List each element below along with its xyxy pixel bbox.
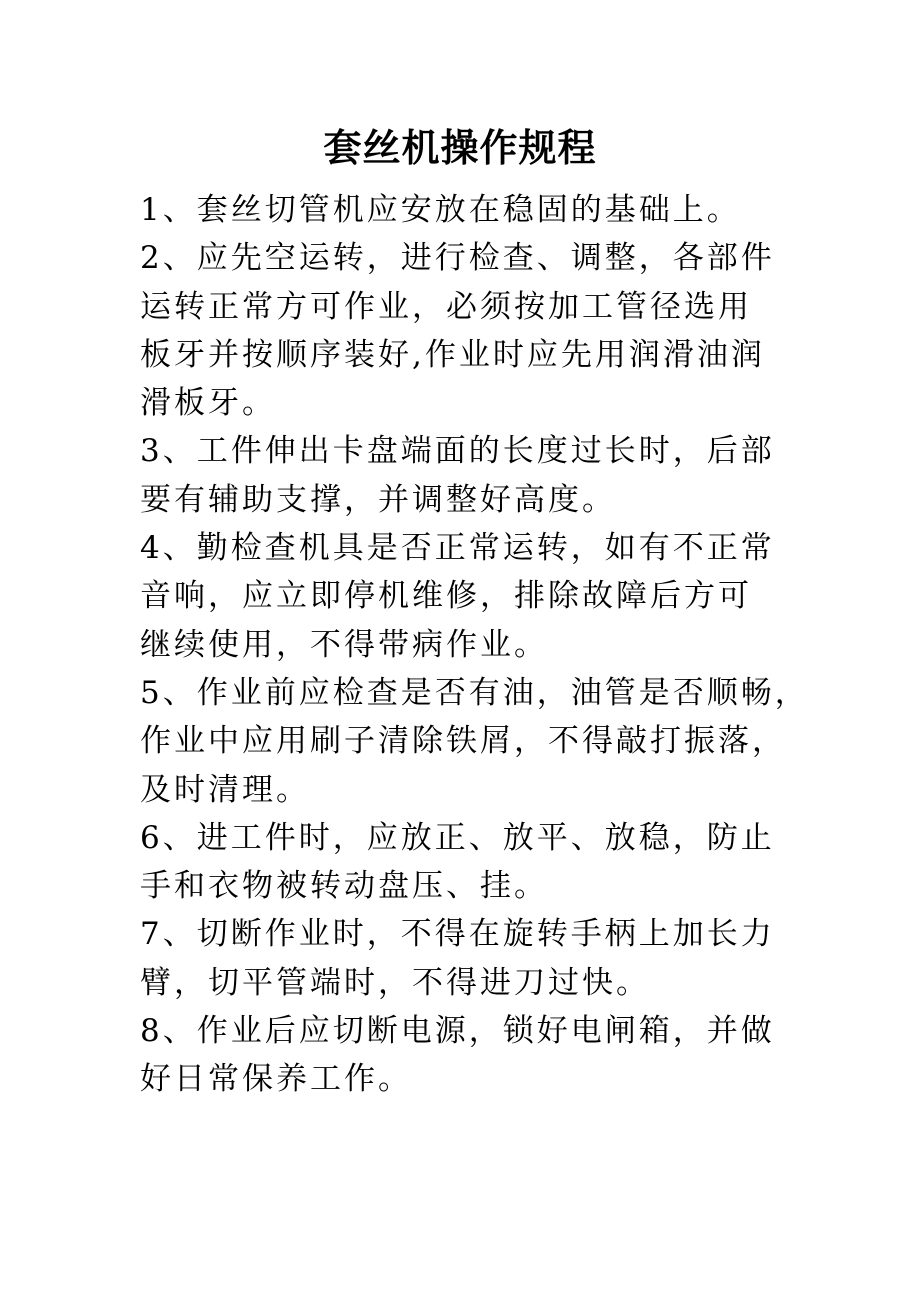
rule-line: 臂，切平管端时，不得进刀过快。 bbox=[140, 964, 650, 1001]
rule-line: 运转正常方可作业，必须按加工管径选用 bbox=[140, 288, 752, 325]
rule-line: 手和衣物被转动盘压、挂。 bbox=[140, 868, 548, 905]
rule-line: 滑板牙。 bbox=[140, 385, 276, 422]
rule-line: 6、进工件时，应放正、放平、放稳，防止 bbox=[140, 819, 775, 856]
rule-line: 3、工件伸出卡盘端面的长度过长时，后部 bbox=[140, 433, 775, 470]
rule-item-7 bbox=[140, 910, 800, 1007]
rule-item-2 bbox=[140, 234, 800, 427]
rule-line: 要有辅助支撑，并调整好高度。 bbox=[140, 481, 616, 518]
document-title: 套丝机操作规程 bbox=[323, 125, 597, 170]
rule-line: 1、套丝切管机应安放在稳固的基础上。 bbox=[140, 192, 741, 228]
rule-item-6 bbox=[140, 814, 800, 911]
rule-item-4 bbox=[140, 524, 800, 669]
rule-line: 2、应先空运转，进行检查、调整，各部件 bbox=[140, 240, 775, 277]
rule-line: 板牙并按顺序装好,作业时应先用润滑油润 bbox=[140, 336, 765, 373]
rule-item-1 bbox=[140, 186, 800, 234]
rule-line: 好日常保养工作。 bbox=[140, 1061, 412, 1098]
rule-item-5 bbox=[140, 669, 809, 814]
rule-line: 继续使用，不得带病作业。 bbox=[140, 626, 548, 663]
rules-list bbox=[140, 186, 809, 1104]
rule-line: 作业中应用刷子清除铁屑，不得敲打振落， bbox=[140, 723, 786, 760]
rule-item-8 bbox=[140, 1007, 800, 1104]
rule-line: 4、勤检查机具是否正常运转，如有不正常 bbox=[140, 530, 775, 567]
rule-line: 5、作业前应检查是否有油，油管是否顺畅， bbox=[140, 674, 809, 711]
rule-line: 8、作业后应切断电源，锁好电闸箱，并做 bbox=[140, 1013, 775, 1050]
rule-line: 及时清理。 bbox=[140, 771, 310, 808]
rule-line: 音响，应立即停机维修，排除故障后方可 bbox=[140, 578, 752, 615]
rule-item-3 bbox=[140, 427, 800, 524]
rule-line: 7、切断作业时，不得在旋转手柄上加长力 bbox=[140, 916, 775, 953]
